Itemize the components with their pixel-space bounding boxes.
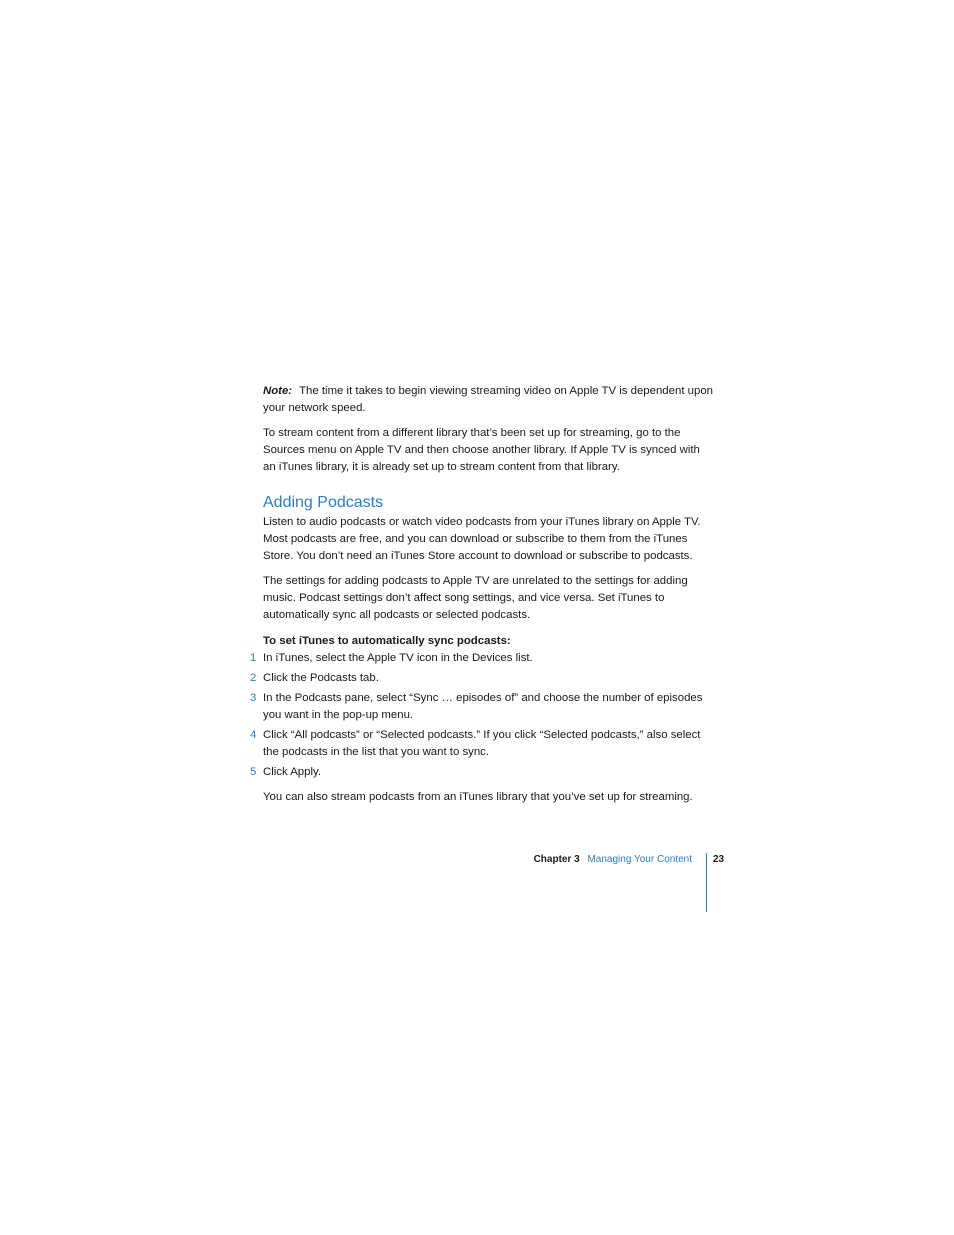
step-item — [250, 727, 713, 761]
podcasts-intro-paragraph: Listen to audio podcasts or watch video podcasts from your iTunes library on Apple TV. Most podcasts are free, and you can download or subscribe to them from the iTunes Store. You don’t need an iTunes Store account to download or subscribe to podcasts. — [263, 516, 701, 562]
step-item — [250, 690, 713, 724]
footer-divider — [706, 853, 707, 912]
page-footer — [480, 853, 692, 867]
note-paragraph — [263, 383, 713, 417]
step-text: Click “All podcasts” or “Selected podcasts.” If you click “Selected podcasts,” also select the podcasts in the list that you want to sync. — [263, 729, 701, 758]
page-content — [250, 383, 713, 814]
step-text: Click the Podcasts tab. — [263, 672, 379, 684]
footer-chapter: Chapter 3 — [533, 854, 580, 865]
stream-library-paragraph: To stream content from a different library that’s been set up for streaming, go to the Sources menu on Apple TV and then choose another library. If Apple TV is synced with an iTunes library, it is already set up to stream content from that library. — [263, 427, 700, 473]
footer-chapter-title: Managing Your Content — [587, 854, 692, 865]
step-number: 3 — [250, 692, 257, 704]
note-text: The time it takes to begin viewing streaming video on Apple TV is dependent upon your network speed. — [263, 385, 713, 414]
section-heading: Adding Podcasts — [263, 494, 384, 511]
step-text: In the Podcasts pane, select “Sync … episodes of” and choose the number of episodes you want in the pop-up menu. — [263, 692, 703, 721]
podcasts-settings-paragraph: The settings for adding podcasts to Apple TV are unrelated to the settings for adding music. Podcast settings don’t affect song settings, and vice versa. Set iTunes to automatically sync all podcasts or selected podcasts. — [263, 575, 688, 621]
page-number: 23 — [713, 854, 725, 865]
step-item — [250, 670, 713, 687]
step-number: 4 — [250, 729, 257, 741]
step-number: 1 — [250, 652, 257, 664]
note-label: Note: — [263, 385, 293, 397]
closing-paragraph: You can also stream podcasts from an iTunes library that you’ve set up for streaming. — [263, 791, 693, 803]
steps-list — [250, 650, 713, 781]
step-number: 2 — [250, 672, 257, 684]
step-text: Click Apply. — [263, 766, 322, 778]
step-item — [250, 650, 713, 667]
step-text: In iTunes, select the Apple TV icon in the Devices list. — [263, 652, 533, 664]
task-heading: To set iTunes to automatically sync podcasts: — [263, 635, 511, 647]
step-item — [250, 764, 713, 781]
step-number: 5 — [250, 766, 257, 778]
